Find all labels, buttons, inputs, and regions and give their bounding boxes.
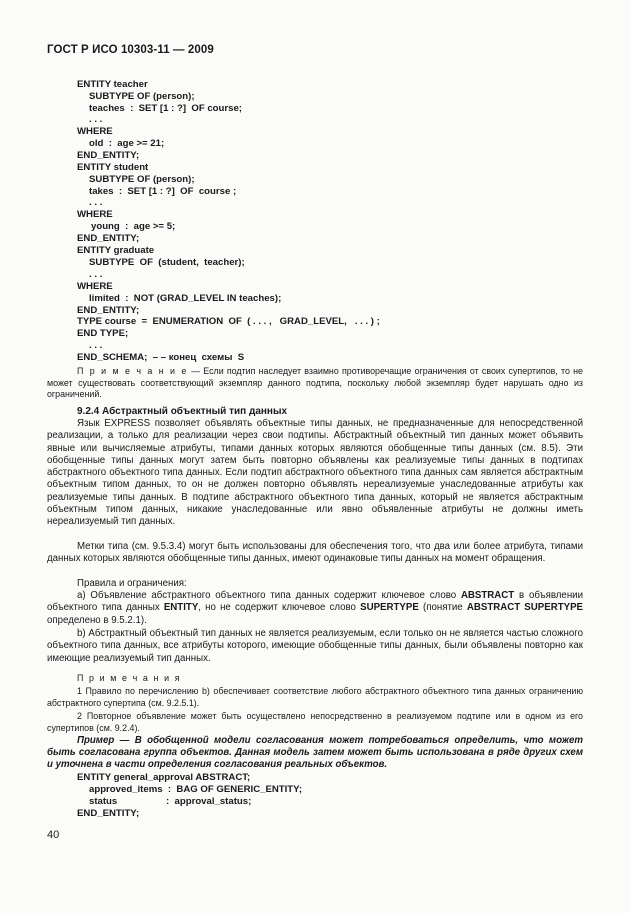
paragraph: Правила и ограничения:: [77, 578, 187, 589]
code-line: END_SCHEMA; – – конец схемы S: [77, 352, 245, 363]
code-line: : approval_status;: [166, 796, 252, 807]
code-line: END_ENTITY;: [77, 233, 140, 244]
code-line: END_ENTITY;: [77, 150, 140, 161]
code-line: young : age >= 5;: [91, 221, 176, 232]
paragraph: Метки типа (см. 9.5.3.4) могут быть использованы для обеспечения того, что два или более атрибута, типами данных которых являются обобщенные типы данных, имеют одинаковые типы данных на момент обращения.: [47, 541, 583, 565]
keyword: ENTITY: [163, 602, 199, 614]
code-line: . . .: [89, 340, 103, 351]
code-line: ENTITY teacher: [77, 79, 148, 90]
code-line: . . .: [89, 197, 103, 208]
code-line: WHERE: [77, 281, 113, 292]
note-label: П р и м е ч а н и е: [77, 366, 188, 376]
note-item-2: 2 Повторное объявление может быть осуществлено непосредственно в реализуемом подтипе или в одном из его супертипов (см. 9.2.4).: [47, 711, 583, 733]
code-line: . . .: [89, 269, 103, 280]
code-line: END_ENTITY;: [77, 305, 140, 316]
paragraph: Язык EXPRESS позволяет объявлять объектные типы данных, не предназначенные для непосредственной реализации, а только для реализации через свои подтипы. Абстрактный объектный тип данных может объявить явные или вычисляемые атрибуты, типами данных которых являются обобщенные типы данных (см. 8.5). Эти обобщенные типы данных могут затем быть повторно объявлены как реализуемые типы данных в подтипах абстрактного объектного типа данных. Если подтип абстрактного объектного типа данных сам является абстрактным объектным типом данных, то он не должен повторно объявлять нереализуемые унаследованные атрибуты как реализуемые типы данных. В подтипе абстрактного объектного типа данных, который не является абстрактным объектным типом данных, никакие унаследованные или явно объявленные атрибуты не должны иметь нереализуемый тип данных.: [47, 418, 583, 528]
code-line: SUBTYPE OF (person);: [89, 174, 195, 185]
code-line: ENTITY graduate: [77, 245, 155, 256]
code-line: teaches : SET [1 : ?] OF course;: [89, 103, 242, 114]
rule-a: а) Объявление абстрактного объектного типа данных содержит ключевое слово ABSTRACT в объявлении объектного типа данных ENTITY, но не содержит ключевое слово SUPERTYPE (понятие ABSTRACT SUPERTYPE определено в 9.5.2.1).: [47, 590, 583, 626]
code-line: TYPE course = ENUMERATION OF ( . . . , GRAD_LEVEL, . . . ) ;: [77, 316, 380, 327]
keyword: SUPERTYPE: [360, 602, 419, 614]
code-line: SUBTYPE OF (student, teacher);: [89, 257, 245, 268]
code-line: WHERE: [77, 209, 113, 220]
code-line: END TYPE;: [77, 328, 129, 339]
note-item-1: 1 Правило по перечислению b) обеспечивает соответствие любого абстрактного объектного типа данных ограничению абстрактного супертипа (см. 9.2.5.1).: [47, 686, 583, 708]
document-header: ГОСТ Р ИСО 10303-11 — 2009: [47, 44, 214, 56]
example-text: Пример — В обобщенной модели согласования может потребоваться определить, что может быть согласована группа объектов. Данная модель затем может быть использована в ряде других схем и уточнена в части определения согласования реальных объектов.: [47, 735, 583, 770]
code-line: SUBTYPE OF (person);: [89, 91, 195, 102]
code-line: takes : SET [1 : ?] OF course ;: [89, 186, 237, 197]
section-title: 9.2.4 Абстрактный объектный тип данных: [77, 406, 288, 417]
code-line: . . .: [89, 114, 103, 125]
code-line: limited : NOT (GRAD_LEVEL IN teaches);: [89, 293, 282, 304]
notes-label: П р и м е ч а н и я: [77, 673, 182, 683]
code-line: status: [89, 796, 118, 807]
code-line: END_ENTITY;: [77, 808, 140, 819]
code-line: ENTITY general_approval ABSTRACT;: [77, 772, 251, 783]
code-line: old : age >= 21;: [89, 138, 165, 149]
code-line: approved_items : BAG OF GENERIC_ENTITY;: [89, 784, 303, 795]
code-line: WHERE: [77, 126, 113, 137]
note-text: — Если подтип наследует взаимно противоречащие ограничения от своих супертипов, то не может существовать соответствующий экземпляр данного подтипа, поскольку любой экземпляр будет нарушать одно из ограничений.: [47, 366, 583, 400]
keyword: ABSTRACT SUPERTYPE: [466, 602, 583, 614]
rule-b: b) Абстрактный объектный тип данных не является реализуемым, если только он не является частью сложного объектного типа данных, все атрибуты которого, имеющие обобщенные типы данных, были объявлены повторно как имеющие реализуемый тип данных.: [47, 628, 583, 664]
page-number: 40: [47, 829, 60, 841]
code-line: ENTITY student: [77, 162, 149, 173]
note-1: [47, 366, 583, 401]
keyword: ABSTRACT: [460, 590, 515, 601]
